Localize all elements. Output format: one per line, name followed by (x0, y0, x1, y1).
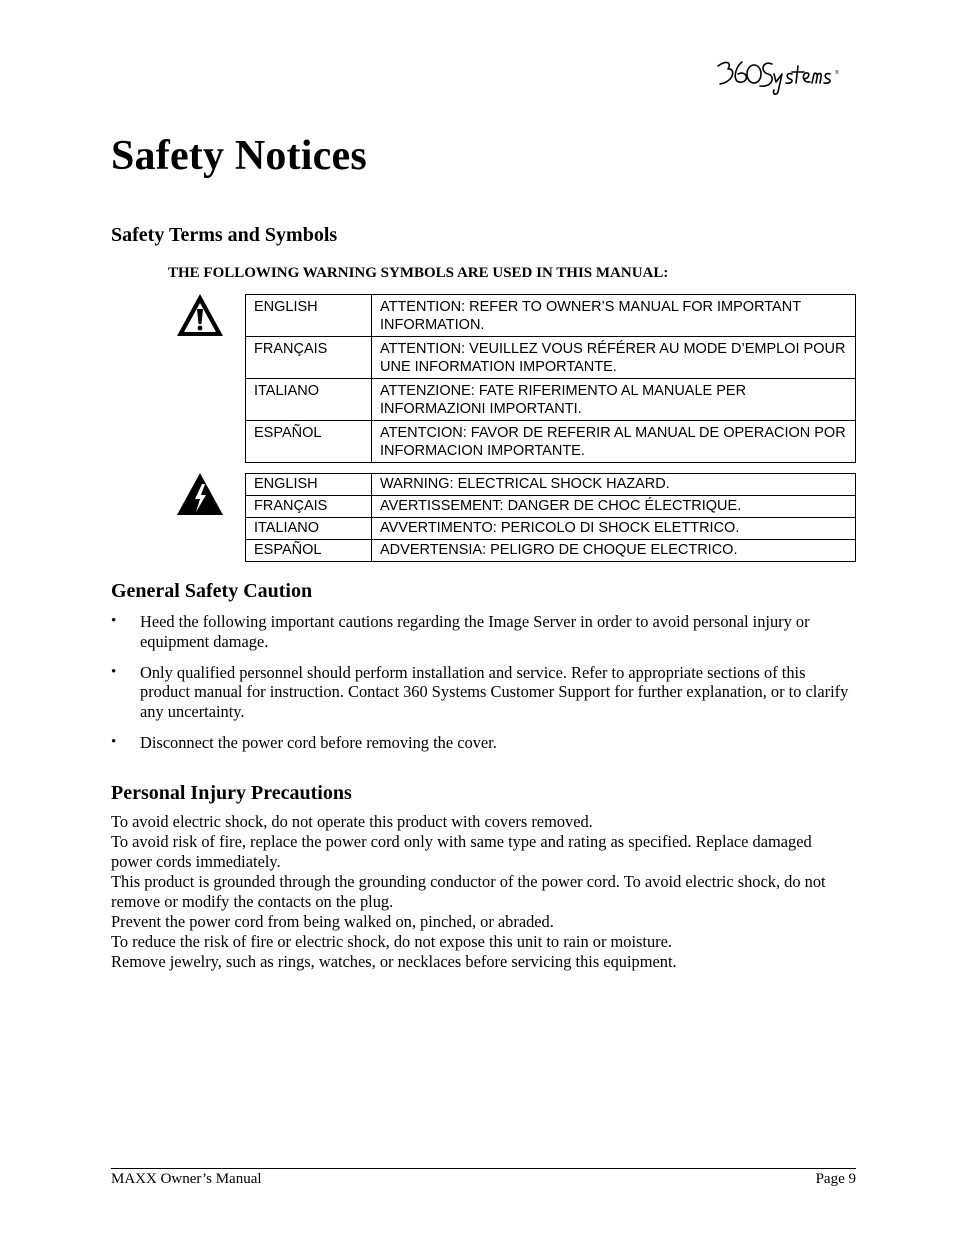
precaution-line: Prevent the power cord from being walked on, pinched, or abraded. (111, 912, 554, 931)
shock-symbol-table (245, 473, 856, 562)
table-row (246, 518, 856, 540)
caution-list (111, 612, 851, 764)
warning-text-cell: ADVERTENSIA: PELIGRO DE CHOQUE ELECTRICO. (372, 540, 856, 562)
symbols-intro: THE FOLLOWING WARNING SYMBOLS ARE USED IN THIS MANUAL: (168, 265, 669, 281)
warning-text-cell: WARNING: ELECTRICAL SHOCK HAZARD. (372, 474, 856, 496)
brand-logo (712, 52, 842, 98)
svg-text:®: ® (835, 70, 839, 76)
section-heading-safety-terms: Safety Terms and Symbols (111, 224, 338, 246)
table-row (246, 379, 856, 421)
footer-divider (111, 1168, 856, 1169)
precaution-line: Remove jewelry, such as rings, watches, or necklaces before servicing this equipment. (111, 952, 677, 971)
table-row (246, 474, 856, 496)
table-row (246, 421, 856, 463)
warning-text-cell: ATTENTION: VEUILLEZ VOUS RÉFÉRER AU MODE D’EMPLOI POUR UNE INFORMATION IMPORTANTE. (372, 337, 856, 379)
lightning-triangle-icon (176, 472, 224, 516)
list-item: • Disconnect the power cord before removing the cover. (111, 733, 851, 753)
warning-text-cell: ATENTCION: FAVOR DE REFERIR AL MANUAL DE OPERACION POR INFORMACION IMPORTANTE. (372, 421, 856, 463)
table-row (246, 295, 856, 337)
warning-text-cell: AVVERTIMENTO: PERICOLO DI SHOCK ELETTRICO. (372, 518, 856, 540)
language-cell: ESPAÑOL (246, 540, 372, 562)
table-row (246, 496, 856, 518)
language-cell: ENGLISH (246, 295, 372, 337)
section-heading-injury-precautions: Personal Injury Precautions (111, 782, 352, 804)
language-cell: ENGLISH (246, 474, 372, 496)
language-cell: ESPAÑOL (246, 421, 372, 463)
list-item: • Only qualified personnel should perform installation and service. Refer to appropriate sections of this product manual for instruction. Contact 360 Systems Customer Support for further explanation, or to clarify any uncertainty. (111, 663, 851, 722)
language-cell: FRANÇAIS (246, 496, 372, 518)
precaution-line: To reduce the risk of fire or electric shock, do not expose this unit to rain or moisture. (111, 932, 672, 951)
language-cell: ITALIANO (246, 379, 372, 421)
language-cell: FRANÇAIS (246, 337, 372, 379)
warning-text-cell: ATTENZIONE: FATE RIFERIMENTO AL MANUALE PER INFORMAZIONI IMPORTANTI. (372, 379, 856, 421)
precaution-line: This product is grounded through the grounding conductor of the power cord. To avoid electric shock, do not remove or modify the contacts on the plug. (111, 872, 826, 911)
language-cell: ITALIANO (246, 518, 372, 540)
warning-text-cell: ATTENTION: REFER TO OWNER’S MANUAL FOR IMPORTANT INFORMATION. (372, 295, 856, 337)
attention-symbol-table (245, 294, 856, 463)
warning-text-cell: AVERTISSEMENT: DANGER DE CHOC ÉLECTRIQUE. (372, 496, 856, 518)
footer-page-number: Page 9 (815, 1171, 856, 1187)
footer-manual-title: MAXX Owner’s Manual (111, 1171, 262, 1187)
table-row (246, 540, 856, 562)
list-item: • Heed the following important cautions regarding the Image Server in order to avoid personal injury or equipment damage. (111, 612, 851, 652)
page-title: Safety Notices (111, 133, 367, 179)
precaution-line: To avoid risk of fire, replace the power cord only with same type and rating as specified. Replace damaged power cords immediately. (111, 832, 812, 871)
precaution-line: To avoid electric shock, do not operate this product with covers removed. (111, 812, 593, 831)
section-heading-general-caution: General Safety Caution (111, 580, 313, 602)
table-row (246, 337, 856, 379)
exclamation-triangle-icon (176, 293, 224, 337)
precautions-text (111, 812, 841, 972)
